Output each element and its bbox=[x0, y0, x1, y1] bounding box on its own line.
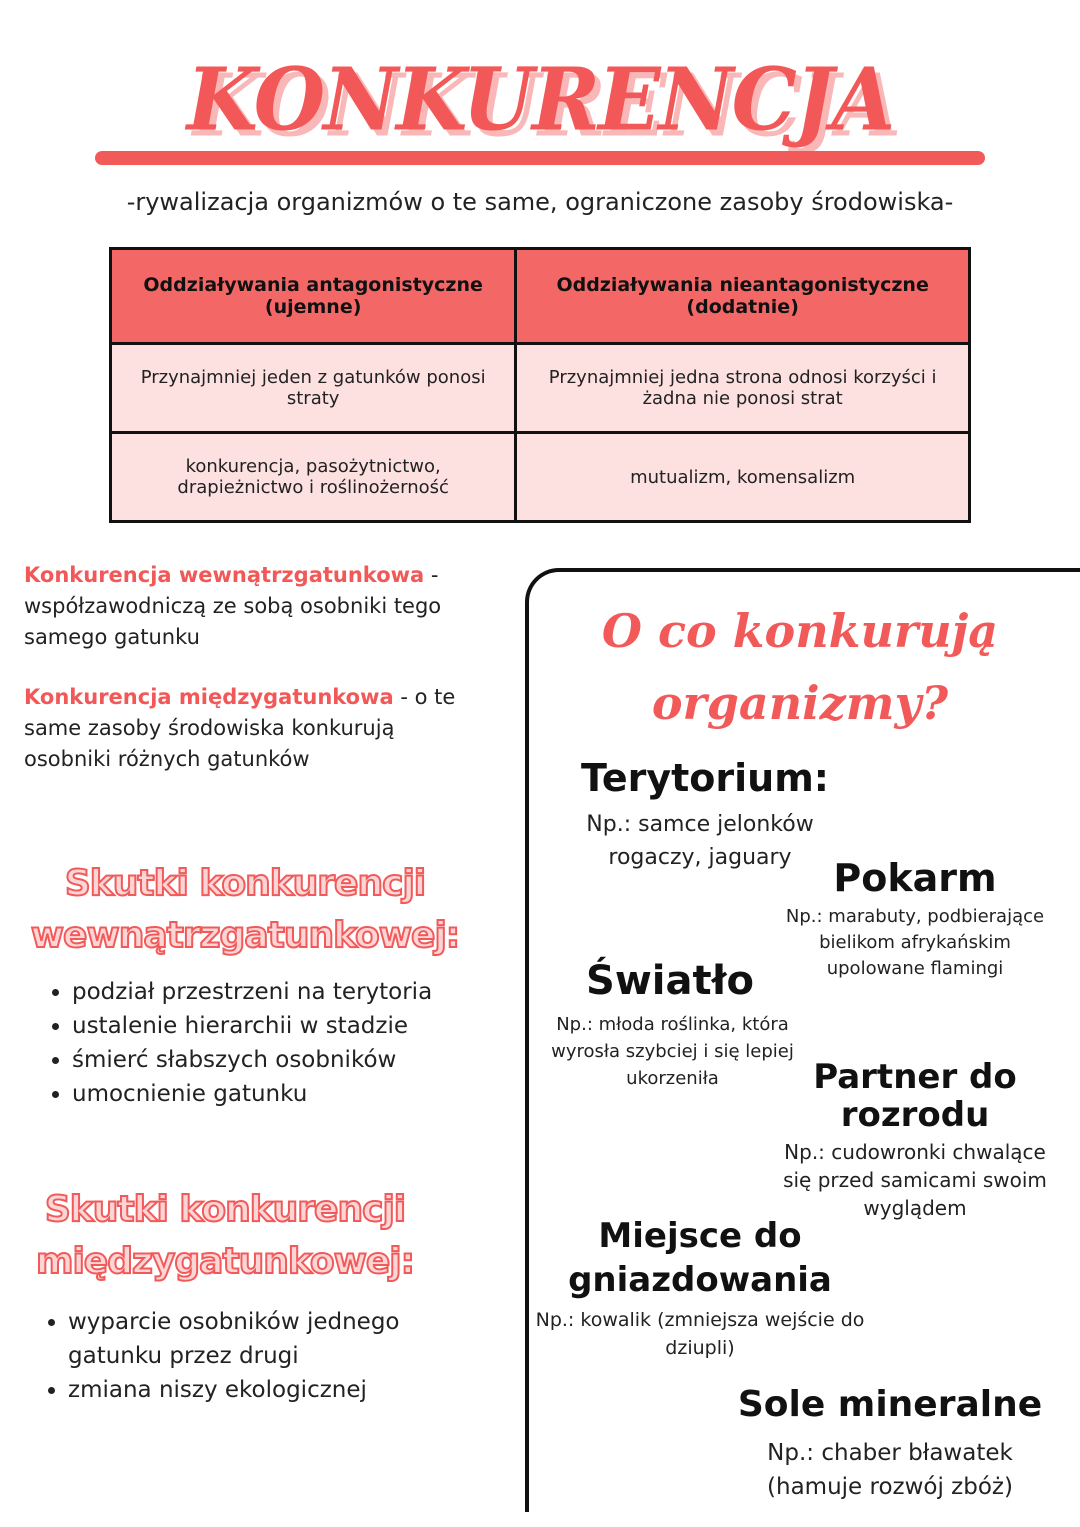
resource-name: Miejsce do gniazdowania bbox=[568, 1216, 832, 1300]
resource-name: Terytorium: bbox=[580, 756, 830, 800]
resource-example: Np.: samce jelonków rogaczy, jaguary bbox=[586, 812, 814, 870]
resources-title bbox=[560, 595, 1040, 739]
interactions-table bbox=[109, 247, 971, 523]
title-underline bbox=[95, 151, 985, 165]
effects-intra-list bbox=[24, 975, 432, 1111]
definition-text: - współzawodniczą ze sobą osobniki tego samego gatunku bbox=[24, 563, 442, 649]
table-cell: Przynajmniej jeden z gatunków ponosi straty bbox=[111, 344, 516, 433]
term: Konkurencja międzygatunkowa bbox=[24, 685, 394, 709]
title-line: organizmy? bbox=[651, 676, 949, 730]
effects-inter-list bbox=[20, 1305, 488, 1407]
definition-text: - o te same zasoby środowiska konkurują osobniki różnych gatunków bbox=[24, 685, 456, 771]
heading-line: wewnątrzgatunkowej: bbox=[30, 915, 460, 956]
table-header: Oddziaływania nieantagonistyczne (dodatnie) bbox=[516, 249, 970, 344]
resource-example: Np.: marabuty, podbierające bielikom afrykańskim upolowane flamingi bbox=[785, 906, 1045, 979]
list-item: • śmierć słabszych osobników bbox=[72, 1043, 432, 1077]
effects-intra-heading bbox=[0, 858, 490, 962]
title-line: O co konkurują bbox=[601, 604, 999, 658]
resource-example: Np.: cudowronki chwalące się przed samicami swoim wyglądem bbox=[783, 1140, 1047, 1220]
resource-example: Np.: kowalik (zmniejsza wejście do dziupli) bbox=[535, 1309, 865, 1359]
list-item: • podział przestrzeni na terytoria bbox=[72, 975, 432, 1009]
resource-name: Partner do rozrodu bbox=[813, 1057, 1017, 1135]
table-header-row bbox=[111, 249, 970, 344]
definition-inter bbox=[24, 682, 484, 775]
subtitle: -rywalizacja organizmów o te same, ograniczone zasoby środowiska- bbox=[126, 188, 954, 216]
page-title: KONKURENCJA bbox=[186, 49, 894, 151]
list-item: • zmiana niszy ekologicznej bbox=[68, 1373, 488, 1407]
list-item: • umocnienie gatunku bbox=[72, 1077, 432, 1111]
table-cell: Przynajmniej jedna strona odnosi korzyści i żadna nie ponosi strat bbox=[516, 344, 970, 433]
resource-name: Pokarm bbox=[833, 856, 997, 900]
effects-inter-heading bbox=[0, 1184, 450, 1288]
list-item: • wyparcie osobników jednego gatunku przez drugi bbox=[68, 1305, 488, 1373]
term: Konkurencja wewnątrzgatunkowa bbox=[24, 563, 425, 587]
resource-name: Sole mineralne bbox=[737, 1384, 1043, 1425]
heading-line: międzygatunkowej: bbox=[35, 1241, 415, 1282]
table-row bbox=[111, 344, 970, 433]
definition-intra bbox=[24, 560, 484, 653]
resource-example: Np.: chaber bławatek (hamuje rozwój zbóż) bbox=[767, 1440, 1013, 1500]
heading-line: Skutki konkurencji bbox=[44, 1189, 406, 1230]
heading-line: Skutki konkurencji bbox=[64, 863, 426, 904]
resource-name: Światło bbox=[586, 958, 754, 1004]
resource-example: Np.: młoda roślinka, która wyrosła szybciej i się lepiej ukorzeniła bbox=[551, 1014, 794, 1089]
table-cell: mutualizm, komensalizm bbox=[516, 433, 970, 522]
list-item: • ustalenie hierarchii w stadzie bbox=[72, 1009, 432, 1043]
table-row bbox=[111, 433, 970, 522]
table-cell: konkurencja, pasożytnictwo, drapieżnictwo i roślinożerność bbox=[111, 433, 516, 522]
table-header: Oddziaływania antagonistyczne (ujemne) bbox=[111, 249, 516, 344]
